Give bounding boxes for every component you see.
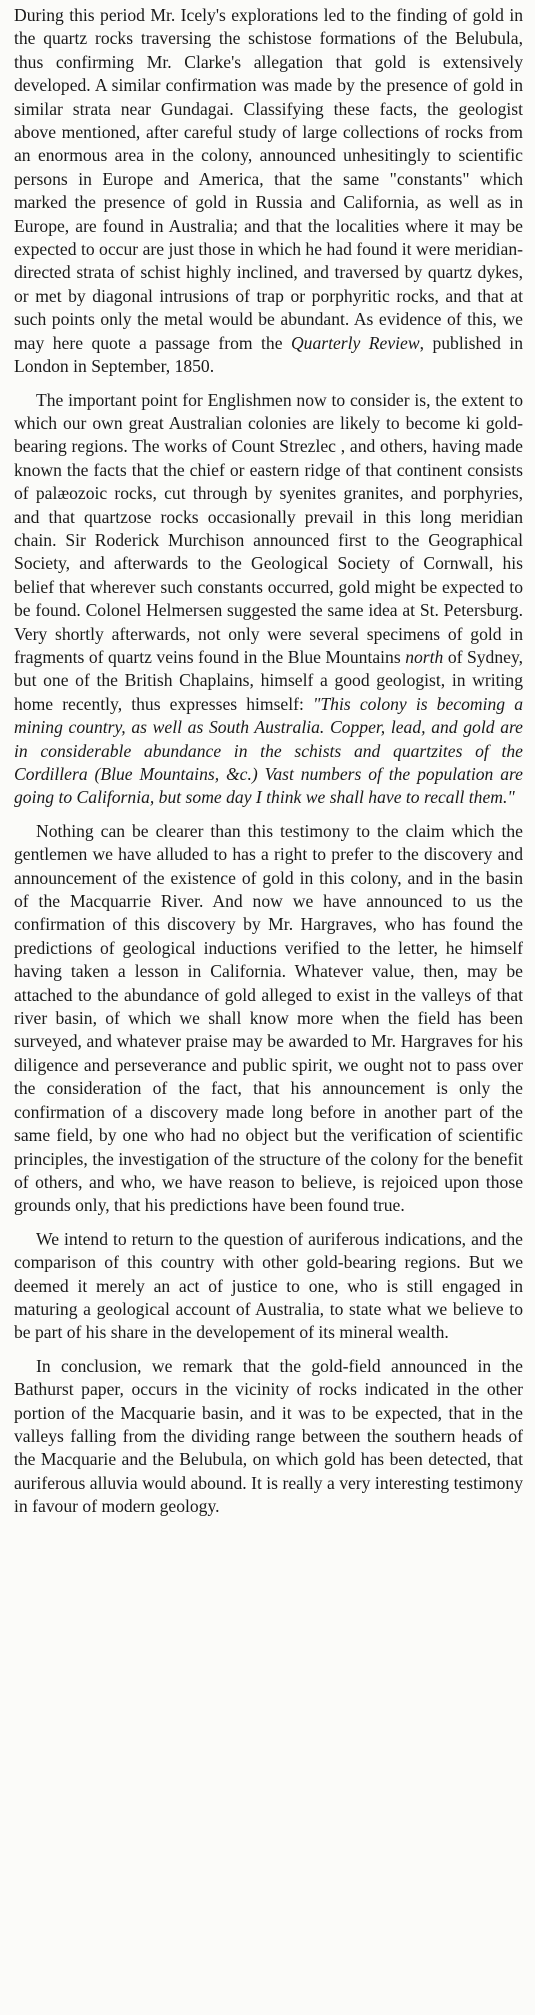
paragraph-2 [14, 389, 523, 810]
paragraph-4-text: We intend to return to the question of auriferous indications, and the comparison of this country with other gold-bearing regions. But we deemed it merely an act of justice to one, who is still engaged in maturing a geological account of Australia, to state what we believe to be part of his share in the developement of its mineral wealth. [14, 1228, 523, 1343]
paragraph-1-text-a: During this period Mr. Icely's explorations led to the finding of gold in the quartz rocks traversing the schistose formations of the Belubula, thus confirming Mr. Clarke's allegation that gold is extensively developed. A similar confirmation was made by the presence of gold in similar strata near Gundagai. Classifying these facts, the geologist above mentioned, after careful study of large collections of rocks from an enormous area in the colony, announced unhesitingly to scientific persons in Europe and America, that the same "constants" which marked the presence of gold in Russia and California, as well as in Europe, are found in Australia; and that the localities where it may be expected to occur are just those in which he had found it were meridian-directed strata of schist highly inclined, and traversed by quartz dykes, or met by diagonal intrusions of trap or porphyritic rocks, and that at such points only the metal would be abundant. As evidence of this, we may here quote a passage from the [14, 5, 523, 353]
paragraph-5 [14, 1355, 523, 1519]
paragraph-4 [14, 1228, 523, 1345]
paragraph-3 [14, 820, 523, 1218]
paragraph-1-journal-title: Quarterly Review [290, 332, 420, 353]
paragraph-2-emphasis-north: north [405, 646, 444, 667]
paragraph-2-text-b: of Sydney, but one of the British Chaplains, himself a good geologist, in writing home recently, thus expresses himself: [14, 646, 523, 714]
paragraph-2-text-a: The important point for Englishmen now to consider is, the extent to which our own great Australian colonies are likely to become ki gold-bearing regions. The works of Count Strezlec , and others, having made known the facts that the chief or eastern ridge of that continent consists of palæozoic rocks, cut through by syenites granites, and porphyries, and that quartzose rocks occasionally prevail in this long meridian chain. Sir Roderick Murchison announced first to the Geographical Society, and afterwards to the Geological Society of Cornwall, his belief that wherever such constants occurred, gold might be expected to be found. Colonel Helmersen suggested the same idea at St. Petersburg. Very shortly afterwards, not only were several specimens of gold in fragments of quartz veins found in the Blue Mountains [14, 389, 523, 667]
paragraph-1-text-b: , published in London in September, 1850. [14, 332, 523, 377]
paragraph-3-text: Nothing can be clearer than this testimony to the claim which the gentlemen we have alluded to has a right to prefer to the discovery and announcement of the existence of gold in this colony, and in the basin of the Macquarrie River. And now we have announced to us the confirmation of this discovery by Mr. Hargraves, who has found the predictions of geological inductions verified to the letter, he himself having taken a lesson in California. Whatever value, then, may be attached to the abundance of gold alleged to exist in the valleys of that river basin, of which we shall know more when the field has been surveyed, and whatever praise may be awarded to Mr. Hargraves for his diligence and perseverance and public spirit, we ought not to pass over the consideration of the fact, that his announcement is only the confirmation of a discovery made long before in another part of the same field, by one who had no object but the verification of scientific principles, the investigation of the structure of the colony for the benefit of others, and who, we have reason to believe, is rejoiced upon those grounds only, that his predictions have been found true. [14, 820, 523, 1216]
paragraph-5-text: In conclusion, we remark that the gold-field announced in the Bathurst paper, occurs in the vicinity of rocks indicated in the other portion of the Macquarie basin, and it was to be expected, that in the valleys falling from the dividing range between the southern heads of the Macquarie and the Belubula, on which gold has been detected, that auriferous alluvia would abound. It is really a very interesting testimony in favour of modern geology. [14, 1355, 523, 1517]
paragraph-1 [14, 4, 523, 379]
paragraph-2-quotation: "This colony is becoming a mining country, as well as South Australia. Copper, lead, and gold are in considerable abundance in the schists and quartzites of the Cordillera (Blue Mountains, &c.) Vast numbers of the population are going to California, but some day I think we shall have to recall them." [14, 693, 523, 808]
